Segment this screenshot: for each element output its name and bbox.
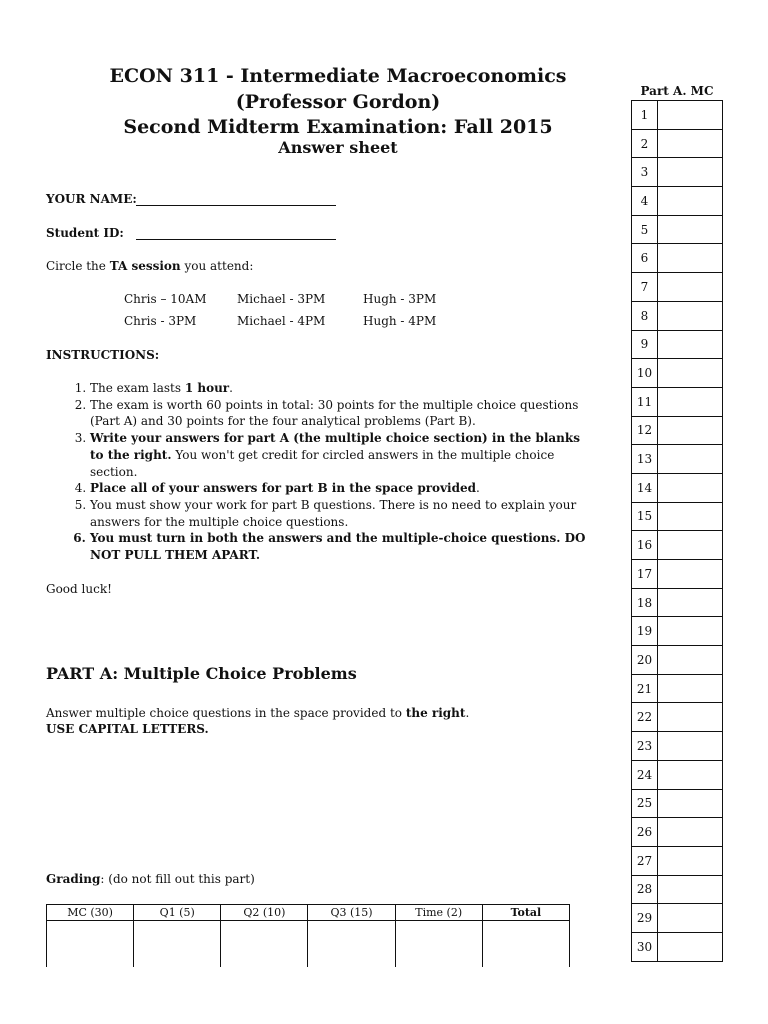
ta-option[interactable]: Hugh - 3PM [363, 292, 437, 306]
instruction-item [90, 380, 590, 397]
mc-row [632, 473, 723, 502]
mc-row [632, 703, 723, 732]
name-label: YOUR NAME: [46, 192, 137, 206]
mc-row [632, 187, 723, 216]
mc-row [632, 588, 723, 617]
mc-answer-blank[interactable] [658, 244, 723, 273]
mc-question-number: 8 [632, 301, 658, 330]
mc-answer-blank[interactable] [658, 617, 723, 646]
mc-row [632, 330, 723, 359]
mc-answer-blank[interactable] [658, 129, 723, 158]
grading-cell[interactable] [134, 921, 221, 968]
mc-question-number: 21 [632, 674, 658, 703]
mc-question-number: 18 [632, 588, 658, 617]
mc-answer-blank[interactable] [658, 846, 723, 875]
mc-row [632, 502, 723, 531]
grading-label [46, 871, 255, 887]
grading-col-header: Q3 (15) [308, 905, 395, 921]
professor-name: (Professor Gordon) [235, 91, 441, 113]
mc-answer-blank[interactable] [658, 473, 723, 502]
ta-option[interactable]: Hugh - 4PM [363, 314, 437, 328]
grading-label-text: : (do not fill out this part) [100, 872, 255, 886]
part-a-text: Answer multiple choice questions in the space provided to [46, 706, 406, 720]
mc-question-number: 26 [632, 818, 658, 847]
instruction-bold: 1 hour [184, 381, 230, 395]
ta-prompt [46, 258, 253, 274]
mc-question-number: 1 [632, 101, 658, 130]
good-luck-text: Good luck! [46, 582, 112, 596]
mc-question-number: 22 [632, 703, 658, 732]
sheet-subtitle: Answer sheet [278, 138, 398, 157]
ta-option[interactable]: Chris - 3PM [124, 314, 197, 328]
mc-row [632, 732, 723, 761]
mc-question-number: 23 [632, 732, 658, 761]
mc-row [632, 416, 723, 445]
ta-prompt-bold: TA session [109, 259, 181, 273]
instruction-text: . [476, 481, 480, 496]
mc-question-number: 15 [632, 502, 658, 531]
instruction-text: . [229, 381, 233, 395]
capital-letters-note: USE CAPITAL LETTERS. [46, 722, 209, 736]
mc-row [632, 273, 723, 302]
ta-prompt-text: Circle the [46, 259, 110, 273]
instruction-item: 5. You must show your work for part B questions. There is no need to explain your answers for the multiple choice questions. [90, 497, 590, 530]
mc-answer-blank[interactable] [658, 387, 723, 416]
grading-col-header: Q2 (10) [221, 905, 308, 921]
mc-row [632, 244, 723, 273]
mc-row [632, 617, 723, 646]
instruction-text: You won't get credit for circled answers in the multiple choice section. [90, 447, 555, 479]
mc-answer-blank[interactable] [658, 875, 723, 904]
mc-question-number: 2 [632, 129, 658, 158]
grading-cell[interactable] [395, 921, 482, 968]
mc-answer-blank[interactable] [658, 646, 723, 675]
mc-question-number: 24 [632, 760, 658, 789]
mc-answer-blank[interactable] [658, 359, 723, 388]
mc-question-number: 11 [632, 387, 658, 416]
mc-row [632, 904, 723, 933]
mc-question-number: 9 [632, 330, 658, 359]
mc-question-number: 25 [632, 789, 658, 818]
mc-question-number: 4 [632, 187, 658, 216]
mc-row [632, 760, 723, 789]
mc-answer-table [631, 100, 723, 962]
mc-answer-blank[interactable] [658, 560, 723, 589]
ta-option[interactable]: Chris – 10AM [124, 292, 207, 306]
mc-row [632, 932, 723, 961]
mc-answer-blank[interactable] [658, 301, 723, 330]
mc-question-number: 29 [632, 904, 658, 933]
mc-row [632, 531, 723, 560]
mc-answer-blank[interactable] [658, 588, 723, 617]
part-a-heading: PART A: Multiple Choice Problems [46, 664, 357, 683]
grading-label-bold: Grading [46, 872, 101, 886]
mc-answer-blank[interactable] [658, 273, 723, 302]
mc-question-number: 17 [632, 560, 658, 589]
mc-answer-blank[interactable] [658, 932, 723, 961]
mc-answer-blank[interactable] [658, 330, 723, 359]
mc-row [632, 215, 723, 244]
mc-question-number: 28 [632, 875, 658, 904]
grading-col-header: Total [482, 905, 569, 921]
instruction-item [90, 480, 590, 497]
mc-answer-blank[interactable] [658, 101, 723, 130]
instruction-item: 2. The exam is worth 60 points in total: 30 points for the multiple choice questions (Part A) and 30 points for the four analytical problems (Part B). [90, 397, 590, 430]
ta-option[interactable]: Michael - 4PM [237, 314, 326, 328]
mc-question-number: 30 [632, 932, 658, 961]
grading-col-header: Time (2) [395, 905, 482, 921]
instruction-bold: Write your answers for part A (the multiple choice section) in the blanks to the right. [90, 431, 580, 462]
part-a-instruction [46, 705, 469, 721]
mc-question-number: 27 [632, 846, 658, 875]
mc-answer-blank[interactable] [658, 760, 723, 789]
grading-table [46, 904, 570, 967]
exam-title: Second Midterm Examination: Fall 2015 [123, 116, 553, 138]
grading-cell[interactable] [482, 921, 569, 968]
mc-row [632, 387, 723, 416]
mc-question-number: 3 [632, 158, 658, 187]
instructions-list [46, 380, 590, 564]
instruction-item [90, 430, 590, 480]
grading-col-header: MC (30) [47, 905, 134, 921]
mc-row [632, 301, 723, 330]
mc-answer-blank[interactable] [658, 158, 723, 187]
mc-question-number: 13 [632, 445, 658, 474]
part-a-text-bold: the right [405, 706, 466, 720]
mc-answer-blank[interactable] [658, 502, 723, 531]
mc-row [632, 789, 723, 818]
grading-cell[interactable] [221, 921, 308, 968]
student-id-label: Student ID: [46, 226, 124, 240]
name-blank[interactable] [136, 193, 336, 206]
mc-answer-blank[interactable] [658, 531, 723, 560]
grading-col-header: Q1 (5) [134, 905, 221, 921]
mc-question-number: 10 [632, 359, 658, 388]
mc-sheet-title: Part A. MC [640, 84, 714, 98]
mc-question-number: 12 [632, 416, 658, 445]
mc-row [632, 129, 723, 158]
ta-prompt-text-end: you attend: [180, 259, 254, 273]
instruction-text: The exam lasts [90, 381, 185, 395]
course-title: ECON 311 - Intermediate Macroeconomics [109, 65, 567, 87]
mc-answer-blank[interactable] [658, 732, 723, 761]
mc-row [632, 560, 723, 589]
mc-row [632, 101, 723, 130]
mc-question-number: 5 [632, 215, 658, 244]
mc-question-number: 7 [632, 273, 658, 302]
grading-cell[interactable] [308, 921, 395, 968]
mc-answer-blank[interactable] [658, 674, 723, 703]
mc-question-number: 14 [632, 473, 658, 502]
mc-answer-blank[interactable] [658, 789, 723, 818]
mc-question-number: 6 [632, 244, 658, 273]
ta-option[interactable]: Michael - 3PM [237, 292, 326, 306]
mc-row [632, 875, 723, 904]
mc-row [632, 818, 723, 847]
mc-row [632, 158, 723, 187]
mc-answer-blank[interactable] [658, 416, 723, 445]
grading-cell[interactable] [47, 921, 134, 968]
instruction-bold: Place all of your answers for part B in the space provided [90, 481, 477, 496]
mc-answer-blank[interactable] [658, 703, 723, 732]
mc-question-number: 20 [632, 646, 658, 675]
part-a-text-end: . [465, 706, 470, 720]
mc-answer-blank[interactable] [658, 445, 723, 474]
mc-question-number: 16 [632, 531, 658, 560]
mc-row [632, 359, 723, 388]
mc-row [632, 846, 723, 875]
mc-answer-blank[interactable] [658, 187, 723, 216]
mc-row [632, 445, 723, 474]
instructions-heading: INSTRUCTIONS: [46, 348, 160, 362]
mc-question-number: 19 [632, 617, 658, 646]
mc-row [632, 674, 723, 703]
mc-row [632, 646, 723, 675]
instruction-item: 6. You must turn in both the answers and the multiple-choice questions. DO NOT PULL THEM APART. [90, 530, 590, 563]
mc-answer-blank[interactable] [658, 904, 723, 933]
student-id-blank[interactable] [136, 227, 336, 240]
mc-answer-blank[interactable] [658, 818, 723, 847]
mc-answer-blank[interactable] [658, 215, 723, 244]
